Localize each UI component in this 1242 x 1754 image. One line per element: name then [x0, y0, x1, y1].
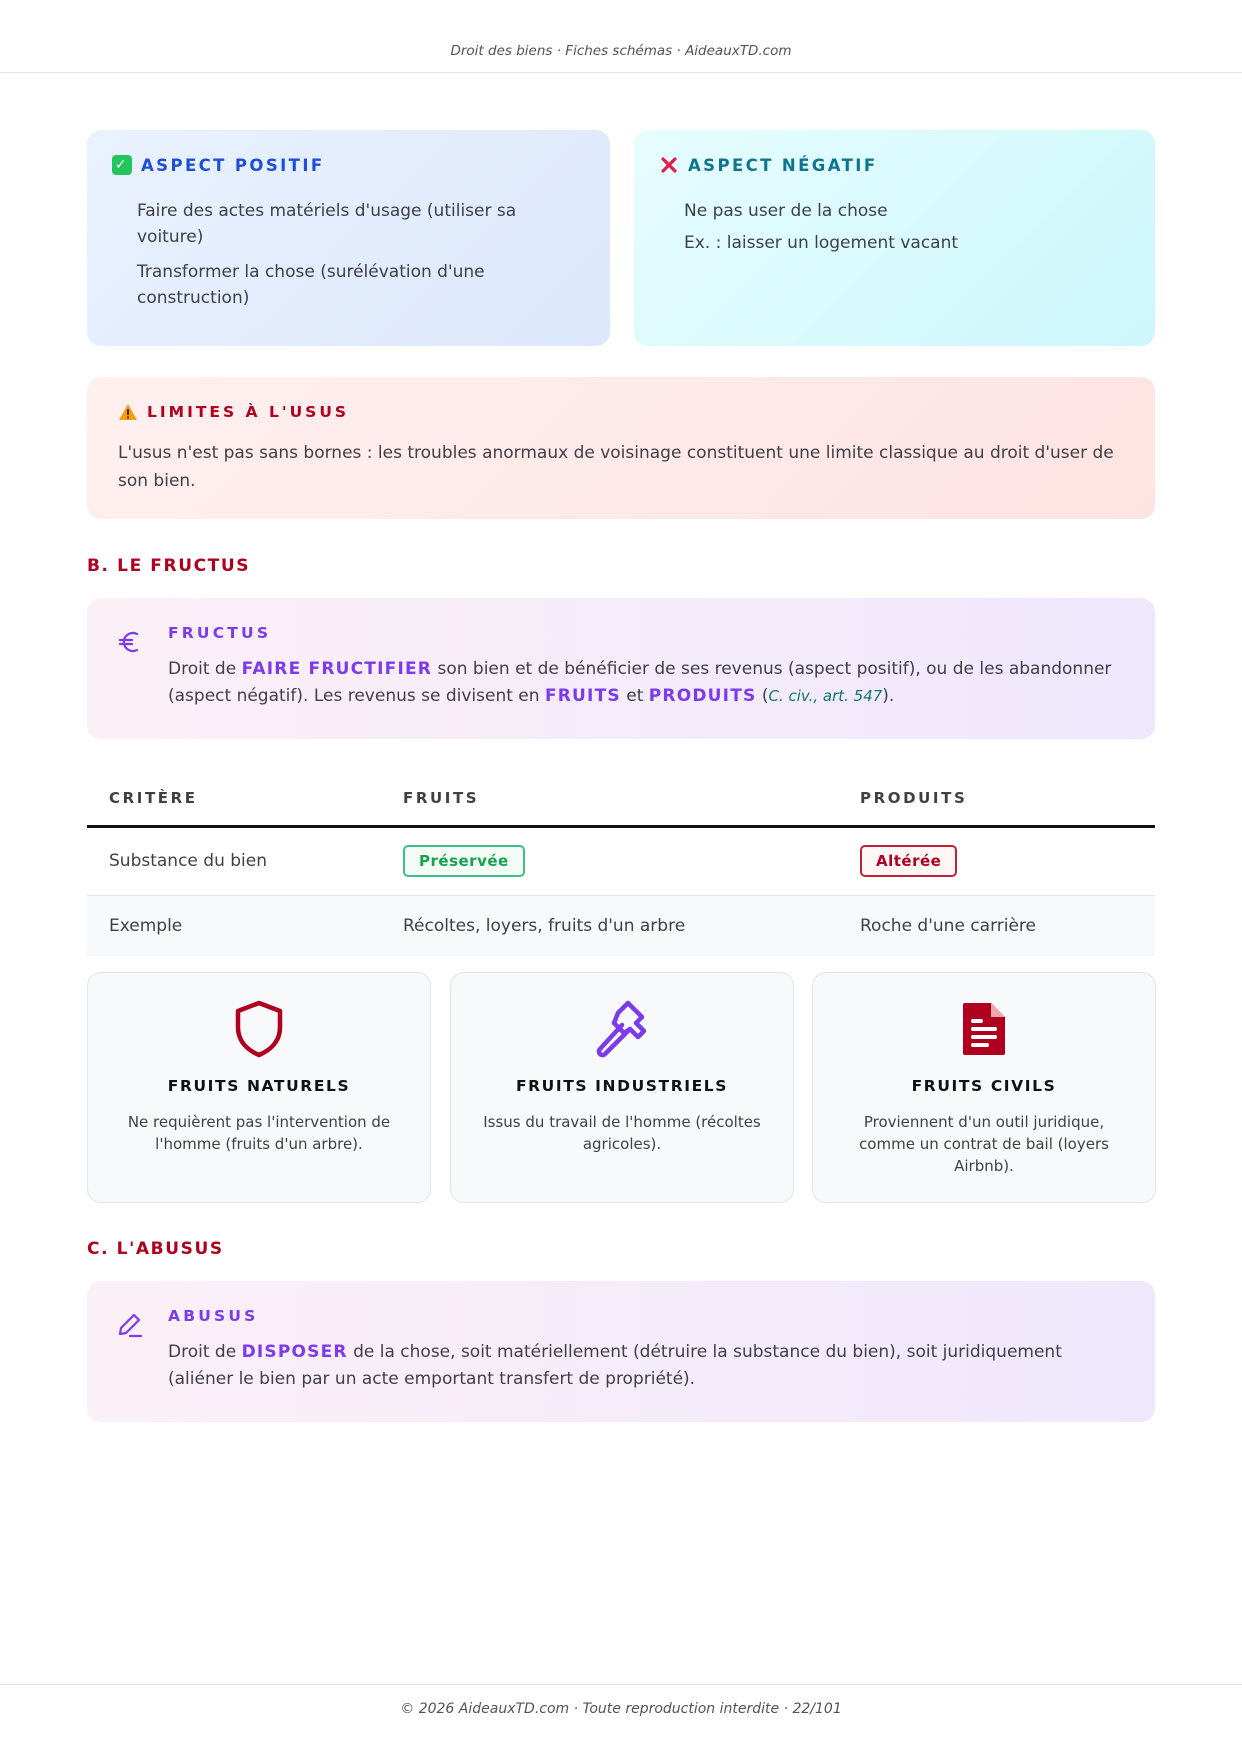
fruits-naturels-text: Ne requièrent pas l'intervention de l'homme (fruits d'un arbre). — [127, 1113, 391, 1153]
section-abusus-title: C. L'ABUSUS — [87, 1239, 224, 1259]
fruits-industriels-title: FRUITS INDUSTRIELS — [515, 1077, 729, 1095]
limites-usus-card — [87, 377, 1155, 519]
cell-produits — [838, 826, 1155, 895]
citation-code-civil: C. civ., art. 547 — [768, 687, 883, 705]
fruits-civils-title: FRUITS CIVILS — [911, 1077, 1057, 1095]
warning-icon — [118, 402, 138, 422]
page-footer — [0, 1684, 1242, 1754]
footer-text: © 2026 AideauxTD.com · Toute reproduction interdite · 22/101 — [400, 1701, 842, 1717]
fructus-title: FRUCTUS — [168, 624, 272, 642]
header-critere: CRITÈRE — [87, 772, 381, 826]
fruits-civils-text: Proviennent d'un outil juridique, comme un contrat de bail (loyers Airbnb). — [859, 1113, 1109, 1175]
section-fructus-title: B. LE FRUCTUS — [87, 556, 251, 576]
fructus-text: Droit de FAIRE FRUCTIFIER son bien et de bénéficier de ses revenus (aspect positif), ou de les abandonner (aspect négatif). Les revenus se divisent en FRUITS et PRODUITS (C. civ., art. 547). — [168, 659, 1112, 706]
row-label: Substance du bien — [87, 826, 381, 895]
row-label: Exemple — [87, 895, 381, 956]
negatif-line-1: Ne pas user de la chose — [684, 201, 888, 221]
page-header — [0, 0, 1242, 73]
positif-line-1: Faire des actes matériels d'usage (utiliser sa voiture) — [137, 201, 517, 247]
negatif-line-2: Ex. : laisser un logement vacant — [684, 233, 959, 253]
table-row — [87, 826, 1155, 895]
keyword-fruits: FRUITS — [544, 686, 621, 706]
document-icon — [813, 999, 1155, 1061]
cell-produits: Roche d'une carrière — [838, 895, 1155, 956]
check-icon: ✓ — [112, 155, 132, 175]
cell-fruits — [381, 826, 838, 895]
status-badge-alteree: Altérée — [860, 845, 957, 877]
cell-fruits: Récoltes, loyers, fruits d'un arbre — [381, 895, 838, 956]
keyword-produits: PRODUITS — [648, 686, 757, 706]
cross-icon — [659, 155, 679, 175]
aspect-negatif-card — [634, 130, 1155, 346]
aspect-negatif-title: ASPECT NÉGATIF — [659, 155, 878, 175]
euro-icon — [117, 628, 143, 656]
fruits-civils-card — [812, 972, 1156, 1203]
shield-icon — [88, 999, 430, 1061]
fruits-industriels-card — [450, 972, 794, 1203]
status-badge-preservee: Préservée — [403, 845, 525, 877]
keyword-disposer: DISPOSER — [241, 1342, 348, 1362]
abusus-title: ABUSUS — [168, 1307, 259, 1325]
header-produits: PRODUITS — [838, 772, 1155, 826]
aspect-positif-title: ✓ ASPECT POSITIF — [112, 155, 325, 175]
fructus-definition-card — [87, 598, 1155, 739]
header-text: Droit des biens · Fiches schémas · AideauxTD.com — [450, 43, 792, 59]
table-row — [87, 895, 1155, 956]
aspect-positif-card — [87, 130, 610, 346]
abusus-definition-card — [87, 1281, 1155, 1422]
fruits-naturels-card — [87, 972, 431, 1203]
header-fruits: FRUITS — [381, 772, 838, 826]
table-header-row — [87, 772, 1155, 826]
fruits-naturels-title: FRUITS NATURELS — [167, 1077, 351, 1095]
positif-line-2: Transformer la chose (surélévation d'une construction) — [137, 262, 485, 308]
abusus-text: Droit de DISPOSER de la chose, soit matériellement (détruire la substance du bien), soit juridiquement (aliéner le bien par un acte emportant transfert de propriété). — [168, 1342, 1062, 1389]
fruits-produits-table — [87, 772, 1155, 956]
limites-text: L'usus n'est pas sans bornes : les troubles anormaux de voisinage constituent une limite classique au droit d'user de son bien. — [118, 443, 1114, 491]
hammer-icon — [451, 999, 793, 1061]
keyword-faire-fructifier: FAIRE FRUCTIFIER — [241, 659, 433, 679]
limites-title: LIMITES À L'USUS — [118, 402, 349, 422]
pen-icon — [117, 1311, 143, 1339]
fruits-industriels-text: Issus du travail de l'homme (récoltes agricoles). — [483, 1113, 761, 1153]
